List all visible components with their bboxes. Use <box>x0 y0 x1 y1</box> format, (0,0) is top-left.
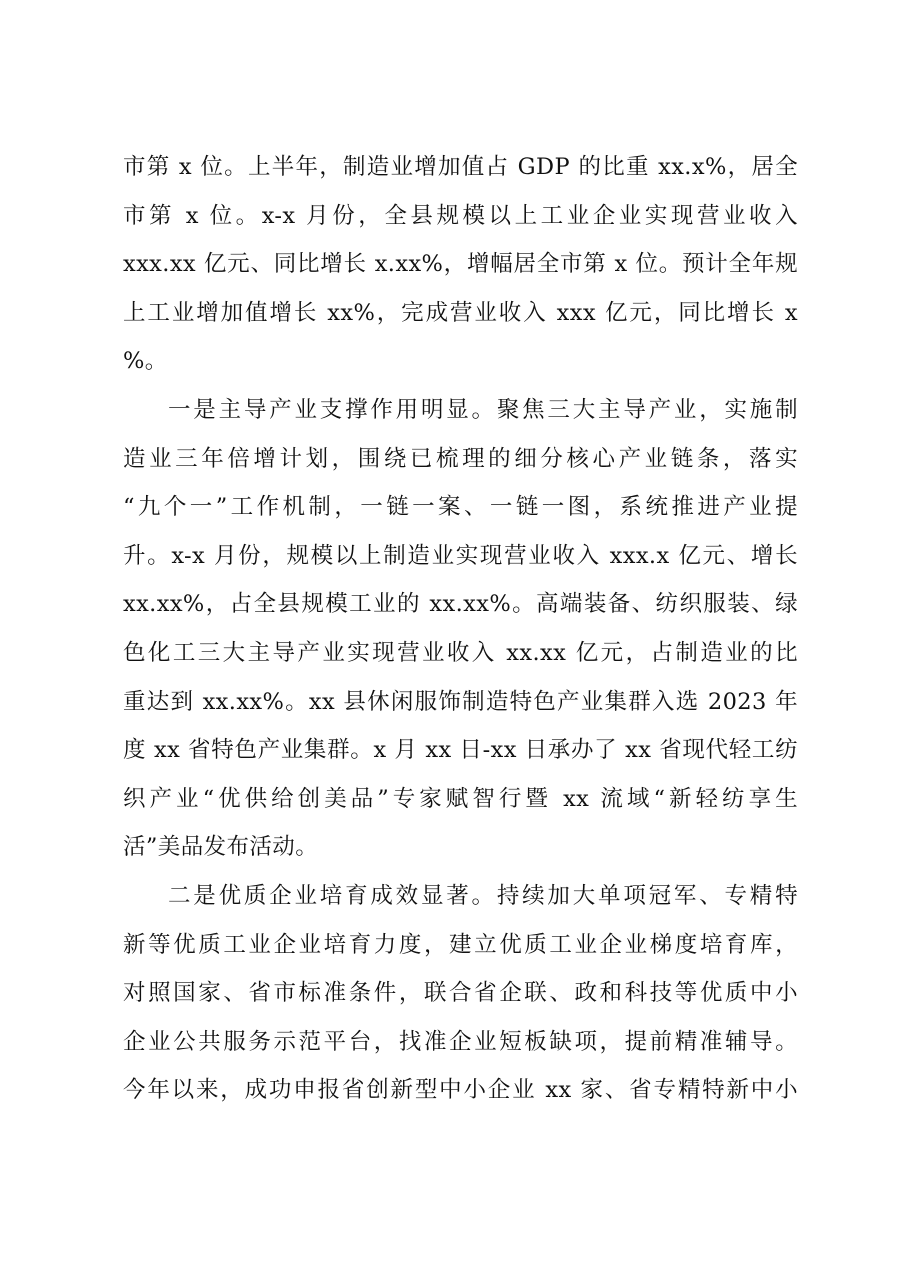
text-line: 升。x-x 月份，规模以上制造业实现营业收入 xxx.x 亿元、增长 <box>123 542 798 569</box>
text-line: 上工业增加值增长 xx%，完成营业收入 xxx 亿元，同比增长 x <box>123 299 798 326</box>
text-line: 重达到 xx.xx%。xx 县休闲服饰制造特色产业集群入选 2023 年 <box>123 688 798 715</box>
paragraph-leading-industries <box>123 386 798 872</box>
text-line: 活”美品发布活动。 <box>123 834 319 861</box>
text-line: %。 <box>123 348 168 375</box>
text-line: “九个一”工作机制，一链一案、一链一图，系统推进产业提 <box>123 494 798 521</box>
text-line: 对照国家、省市标准条件，联合省企联、政和科技等优质中小 <box>123 980 798 1007</box>
document-body <box>123 143 798 1115</box>
text-line: 造业三年倍增计划，围绕已梳理的细分核心产业链条，落实 <box>123 445 798 472</box>
paragraph-quality-enterprises <box>123 872 798 1115</box>
text-line: 度 xx 省特色产业集群。x 月 xx 日-xx 日承办了 xx 省现代轻工纺 <box>123 737 798 764</box>
text-line: 今年以来，成功申报省创新型中小企业 xx 家、省专精特新中小 <box>123 1077 798 1104</box>
text-line: 一是主导产业支撑作用明显。聚焦三大主导产业，实施制 <box>168 396 798 423</box>
text-line: 市第 x 位。上半年，制造业增加值占 GDP 的比重 xx.x%，居全 <box>123 154 798 180</box>
text-line: 新等优质工业企业培育力度，建立优质工业企业梯度培育库， <box>123 931 798 958</box>
text-line: xx.xx%，占全县规模工业的 xx.xx%。高端装备、纺织服装、绿 <box>123 591 798 618</box>
text-line: 织产业“优供给创美品”专家赋智行暨 xx 流域“新轻纺享生 <box>123 785 798 812</box>
text-line: 色化工三大主导产业实现营业收入 xx.xx 亿元，占制造业的比 <box>123 639 798 666</box>
text-line: 二是优质企业培育成效显著。持续加大单项冠军、专精特 <box>168 882 798 909</box>
text-line: 市第 x 位。x-x 月份，全县规模以上工业企业实现营业收入 <box>123 202 798 229</box>
text-line: 企业公共服务示范平台，找准企业短板缺项，提前精准辅导。 <box>123 1028 798 1055</box>
paragraph-industry-summary <box>123 143 798 386</box>
text-line: xxx.xx 亿元、同比增长 x.xx%，增幅居全市第 x 位。预计全年规 <box>123 251 798 278</box>
